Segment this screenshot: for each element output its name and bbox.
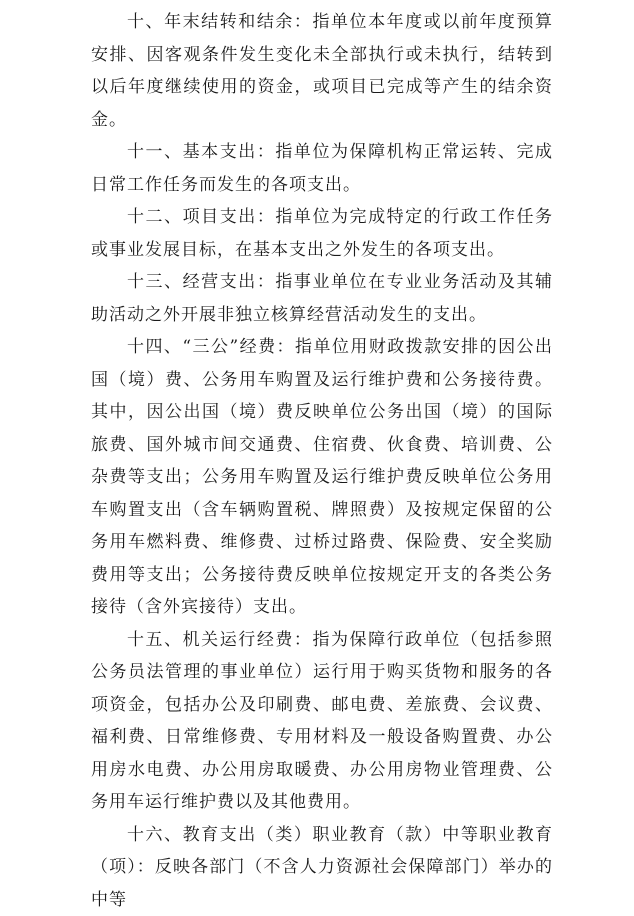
document-body xyxy=(91,6,553,916)
paragraph-three-public-expenses: 十四、“三公”经费：指单位用财政拨款安排的因公出国（境）费、公务用车购置及运行维护费和公务接待费。其中，因公出国（境）费反映单位公务出国（境）的国际旅费、国外城市间交通费、住宿费、伙食费、培训费、公杂费等支出；公务用车购置及运行维护费反映单位公务用车购置支出（含车辆购置税、牌照费）及按规定保留的公务用车燃料费、维修费、过桥过路费、保险费、安全奖励费用等支出；公务接待费反映单位按规定开支的各类公务接待（含外宾接待）支出。 xyxy=(91,331,553,624)
paragraph-carryover-balance: 十、年末结转和结余：指单位本年度或以前年度预算安排、因客观条件发生变化未全部执行或未执行，结转到以后年度继续使用的资金，或项目已完成等产生的结余资金。 xyxy=(91,6,553,136)
paragraph-education-expenditure: 十六、教育支出（类）职业教育（款）中等职业教育（项）：反映各部门（不含人力资源社会保障部门）举办的中等 xyxy=(91,819,553,916)
paragraph-basic-expenditure: 十一、基本支出：指单位为保障机构正常运转、完成日常工作任务而发生的各项支出。 xyxy=(91,136,553,201)
paragraph-agency-operating-costs: 十五、机关运行经费：指为保障行政单位（包括参照公务员法管理的事业单位）运行用于购买货物和服务的各项资金，包括办公及印刷费、邮电费、差旅费、会议费、福利费、日常维修费、专用材料及一般设备购置费、办公用房水电费、办公用房取暖费、办公用房物业管理费、公务用车运行维护费以及其他费用。 xyxy=(91,624,553,819)
paragraph-project-expenditure: 十二、项目支出：指单位为完成特定的行政工作任务或事业发展目标，在基本支出之外发生的各项支出。 xyxy=(91,201,553,266)
paragraph-operating-expenditure: 十三、经营支出：指事业单位在专业业务活动及其辅助活动之外开展非独立核算经营活动发生的支出。 xyxy=(91,266,553,331)
